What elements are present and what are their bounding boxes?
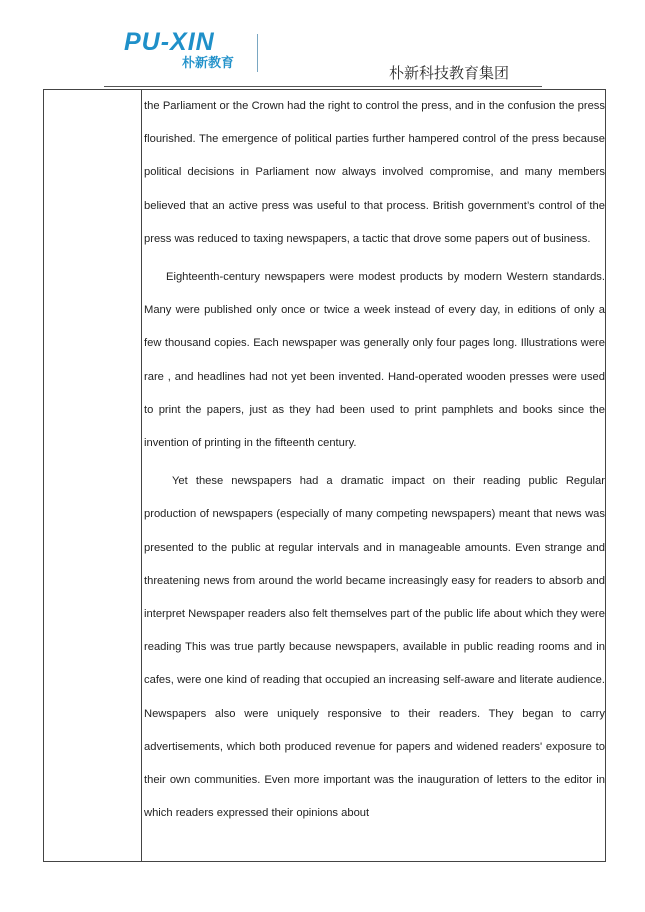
passage-text: [144, 90, 605, 835]
document-table: [43, 89, 606, 862]
logo-chinese-wordmark: 朴新教育: [182, 56, 235, 71]
logo-wordmark: PU-XIN: [124, 28, 215, 56]
column-divider: [141, 90, 142, 861]
logo-divider: [257, 34, 258, 72]
paragraph-press-control: the Parliament or the Crown had the right to control the press, and in the confusion the press flourished. The emergence of political parties further hampered control of the press because political decisions in Parliament now always involved compromise, and many members believed that an active press was useful to that process. British government’s control of the press was reduced to taxing newspapers, a tactic that drove some papers out of business.: [144, 100, 605, 245]
organization-name: 朴新科技教育集团: [389, 64, 510, 82]
header-rule: [104, 86, 542, 87]
paragraph-impact: Yet these newspapers had a dramatic impact on their reading public Regular production of newspapers (especially of many competing newspapers) meant that news was presented to the public at regular intervals and in manageable amounts. Even strange and threatening news from around the world became increasingly easy for readers to absorb and interpret Newspaper readers also felt themselves part of the public life about which they were reading This was true partly because newspapers, available in public reading rooms and in cafes, were one kind of reading that occupied an increasing self-aware and literate audience. Newspapers also were uniquely responsive to their readers. They began to carry advertisements, which both produced revenue for papers and widened readers' exposure to their own communities. Even more important was the inauguration of letters to the editor in which readers expressed their opinions about: [144, 475, 605, 820]
paragraph-eighteenth-century: Eighteenth-century newspapers were modest products by modern Western standards. Many were published only once or twice a week instead of every day, in editions of only a few thousand copies. Each newspaper was generally only four pages long. Illustrations were rare , and headlines had not yet been invented. Hand-operated wooden presses were used to print the papers, just as they had been used to print pamphlets and books since the invention of printing in the fifteenth century.: [144, 271, 605, 450]
page-header: [0, 0, 645, 92]
puxin-logo: [124, 28, 264, 78]
